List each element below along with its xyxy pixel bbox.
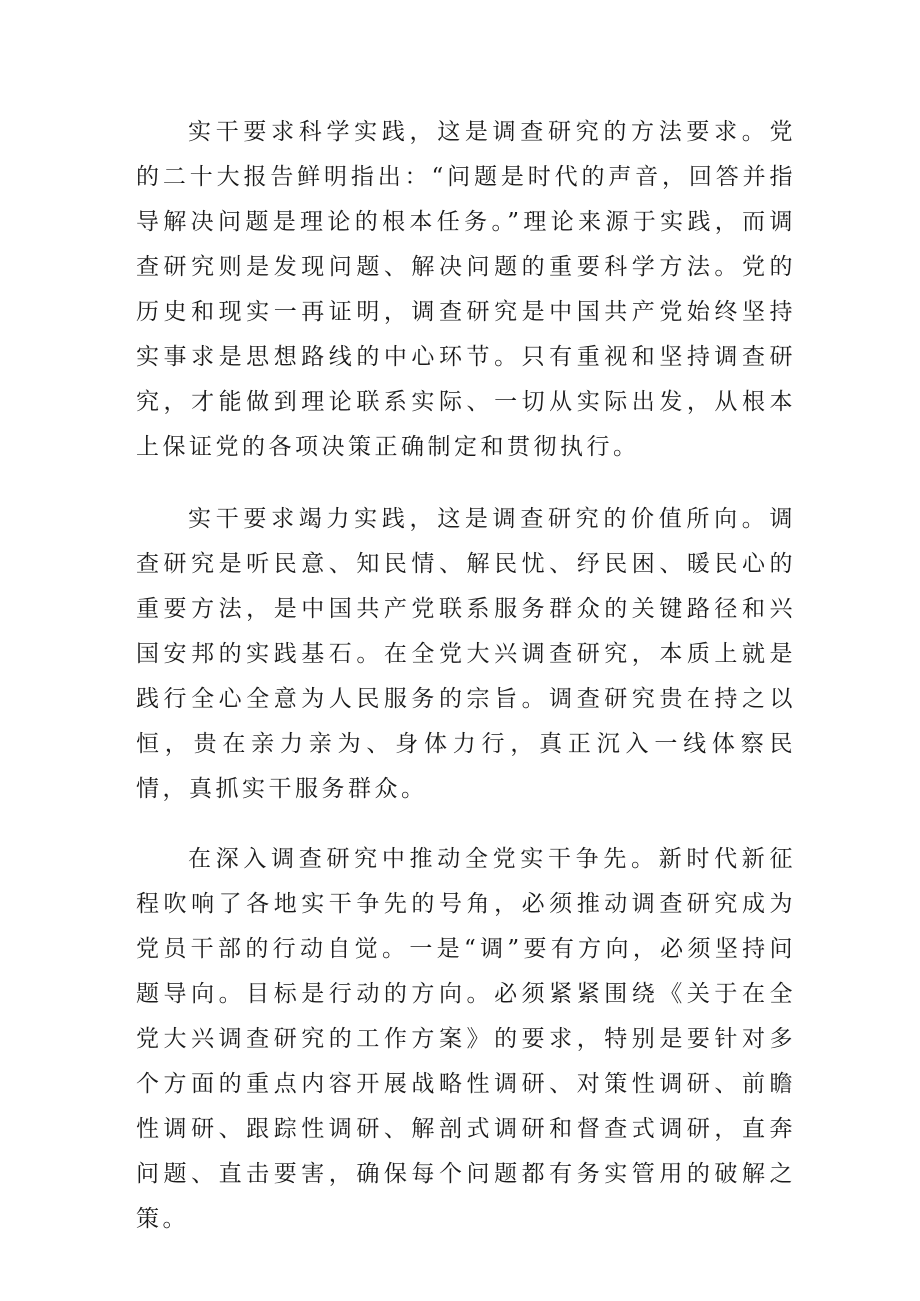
paragraph-3: 在深入调查研究中推动全党实干争先。新时代新征程吹响了各地实干争先的号角，必须推动调查研究成为党员干部的行动自觉。一是“调”要有方向，必须坚持问题导向。目标是行动的方向。必须紧紧围绕《关于在全党大兴调查研究的工作方案》的要求，特别是要针对多个方面的重点内容开展战略性调研、对策性调研、前瞻性调研、跟踪性调研、解剖式调研和督查式调研，直奔问题、直击要害，确保每个问题都有务实管用的破解之策。 — [136, 846, 796, 1232]
paragraph-2: 实干要求竭力实践，这是调查研究的价值所向。调查研究是听民意、知民情、解民忧、纾民困、暖民心的重要方法，是中国共产党联系服务群众的关键路径和兴国安邦的实践基石。在全党大兴调查研究，本质上就是践行全心全意为人民服务的宗旨。调查研究贵在持之以恒，贵在亲力亲为、身体力行，真正沉入一线体察民情，真抓实干服务群众。 — [136, 506, 796, 802]
paragraph-1: 实干要求科学实践，这是调查研究的方法要求。党的二十大报告鲜明指出：“问题是时代的声音，回答并指导解决问题是理论的根本任务。”理论来源于实践，而调查研究则是发现问题、解决问题的重要科学方法。党的历史和现实一再证明，调查研究是中国共产党始终坚持实事求是思想路线的中心环节。只有重视和坚持调查研究，才能做到理论联系实际、一切从实际出发，从根本上保证党的各项决策正确制定和贯彻执行。 — [136, 119, 796, 460]
